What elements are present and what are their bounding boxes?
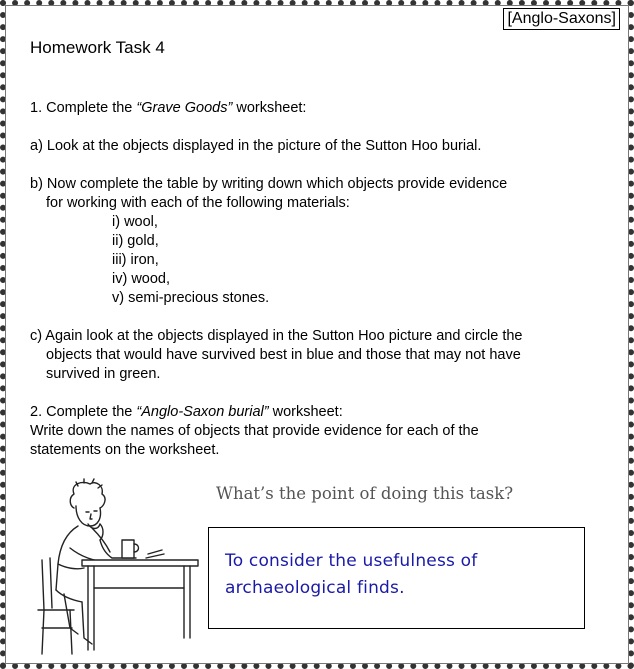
- q1-part-b-line1: b) Now complete the table by writing down which objects provide evidence: [30, 176, 508, 192]
- q2-intro-prefix: 2. Complete the: [30, 404, 137, 420]
- material-item: ii) gold,: [112, 233, 159, 249]
- material-item: iv) wood,: [112, 271, 171, 287]
- q1-part-c-line3: survived in green.: [46, 366, 161, 382]
- topic-label: [Anglo-Saxons]: [503, 8, 620, 30]
- point-question: What’s the point of doing this task?: [216, 484, 514, 503]
- q1-intro-prefix: 1. Complete the: [30, 100, 137, 116]
- q2-intro: [30, 403, 343, 422]
- q1-part-a: a) Look at the objects displayed in the picture of the Sutton Hoo burial.: [30, 138, 482, 154]
- q1-intro: [30, 99, 306, 118]
- q2-intro-suffix: worksheet:: [268, 404, 343, 420]
- q1-part-c-line2: objects that would have survived best in blue and those that may not have: [46, 347, 521, 363]
- material-item: i) wool,: [112, 214, 158, 230]
- material-item: iii) iron,: [112, 252, 159, 268]
- material-item: v) semi-precious stones.: [112, 290, 270, 306]
- page-title: Homework Task 4: [30, 38, 165, 57]
- q1-intro-suffix: worksheet:: [232, 100, 307, 116]
- q1-part-b-line2: for working with each of the following materials:: [46, 195, 350, 211]
- answer-box: [208, 527, 585, 629]
- q2-worksheet-name: “Anglo-Saxon burial”: [136, 404, 269, 420]
- answer-line: archaeological finds.: [225, 578, 405, 598]
- q2-line1: Write down the names of objects that provide evidence for each of the: [30, 423, 479, 439]
- thinking-student-illustration: [30, 478, 202, 658]
- q1-part-c-line1: c) Again look at the objects displayed in the Sutton Hoo picture and circle the: [30, 328, 523, 344]
- q1-worksheet-name: “Grave Goods”: [136, 100, 233, 116]
- answer-line: To consider the usefulness of: [225, 551, 478, 571]
- q2-line2: statements on the worksheet.: [30, 442, 220, 458]
- answer-text: [225, 548, 477, 602]
